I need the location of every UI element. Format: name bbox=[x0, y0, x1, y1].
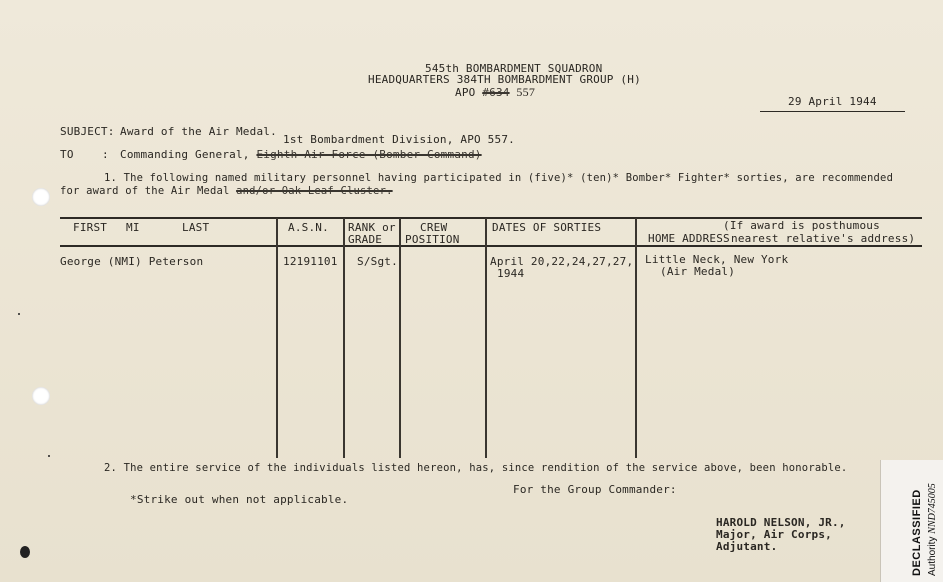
stamp-authority-number: NND745005 bbox=[927, 483, 938, 534]
header-relative-address: nearest relative's address) bbox=[731, 232, 916, 245]
column-divider-5 bbox=[635, 218, 637, 458]
to-value bbox=[120, 148, 482, 161]
column-divider-3 bbox=[399, 218, 401, 458]
header-position: POSITION bbox=[405, 233, 460, 246]
signature-for-line: For the Group Commander: bbox=[513, 483, 677, 496]
header-last: LAST bbox=[182, 221, 210, 234]
stamp-title: DECLASSIFIED bbox=[911, 489, 923, 576]
header-mi: MI bbox=[126, 221, 140, 234]
header-asn: A.S.N. bbox=[288, 221, 329, 234]
paragraph-2: 2. The entire service of the individuals listed hereon, has, since rendition of the service above, been honorable. bbox=[104, 462, 848, 474]
header-first: FIRST bbox=[73, 221, 108, 234]
row-dates-line-1: April 20,22,24,27,27, bbox=[490, 255, 634, 268]
signature-title: Adjutant. bbox=[716, 540, 778, 553]
column-divider-1 bbox=[276, 218, 278, 458]
row-dates-line-2: 1944 bbox=[497, 267, 525, 280]
column-divider-4 bbox=[485, 218, 487, 458]
document-date: 29 April 1944 bbox=[788, 95, 877, 108]
declassified-stamp bbox=[880, 460, 943, 582]
row-address-line-2: (Air Medal) bbox=[660, 265, 736, 278]
paragraph-1-text: for award of the Air Medal bbox=[60, 185, 230, 197]
row-rank: S/Sgt. bbox=[357, 255, 398, 268]
footnote: *Strike out when not applicable. bbox=[130, 493, 349, 506]
signature-name: HAROLD NELSON, JR., bbox=[716, 516, 846, 529]
column-divider-2 bbox=[343, 218, 345, 458]
to-label: TO bbox=[60, 148, 74, 161]
to-colon: : bbox=[102, 148, 109, 161]
row-address-line-1: Little Neck, New York bbox=[645, 253, 789, 266]
signature-rank: Major, Air Corps, bbox=[716, 528, 832, 541]
ink-spot bbox=[20, 546, 30, 558]
header-grade: GRADE bbox=[348, 233, 383, 246]
stamp-authority bbox=[927, 483, 938, 576]
header-rank: RANK or bbox=[348, 221, 396, 234]
row-asn: 12191101 bbox=[283, 255, 338, 268]
date-underline bbox=[760, 111, 905, 112]
row-name: George (NMI) Peterson bbox=[60, 255, 204, 268]
to-insert: 1st Bombardment Division, APO 557. bbox=[283, 133, 515, 146]
paragraph-1-line-2 bbox=[60, 185, 393, 197]
punch-hole-bottom bbox=[32, 387, 50, 405]
to-addressee: Commanding General, bbox=[120, 148, 250, 161]
punch-hole-top bbox=[32, 188, 50, 206]
apo-line bbox=[455, 85, 535, 100]
apo-label: APO bbox=[455, 86, 476, 99]
table-header-rule bbox=[60, 245, 922, 247]
apo-new: 557 bbox=[516, 85, 536, 99]
paragraph-1-struck: and/or Oak Leaf Cluster. bbox=[236, 185, 393, 197]
subject-label: SUBJECT: bbox=[60, 125, 115, 138]
paragraph-1-line-1: 1. The following named military personnel having participated in (five)* (ten)* Bomber* Fighter* sorties, are recommended bbox=[104, 172, 894, 184]
header-posthumous-note: (If award is posthumous bbox=[723, 219, 880, 232]
header-crew: CREW bbox=[420, 221, 448, 234]
header-dates: DATES OF SORTIES bbox=[492, 221, 602, 234]
to-struck: Eighth Air Force (Bomber Command) bbox=[256, 148, 482, 161]
unit-line: 545th BOMBARDMENT SQUADRON bbox=[425, 62, 603, 75]
subject-value: Award of the Air Medal. bbox=[120, 125, 277, 138]
speck-1 bbox=[18, 313, 20, 315]
stamp-authority-label: Authority bbox=[927, 536, 938, 576]
apo-struck: #634 bbox=[482, 86, 510, 99]
speck-2 bbox=[48, 455, 50, 457]
headquarters-line: HEADQUARTERS 384TH BOMBARDMENT GROUP (H) bbox=[368, 73, 641, 86]
stamp-text bbox=[881, 460, 943, 582]
header-home-address: HOME ADDRESS bbox=[648, 232, 730, 245]
